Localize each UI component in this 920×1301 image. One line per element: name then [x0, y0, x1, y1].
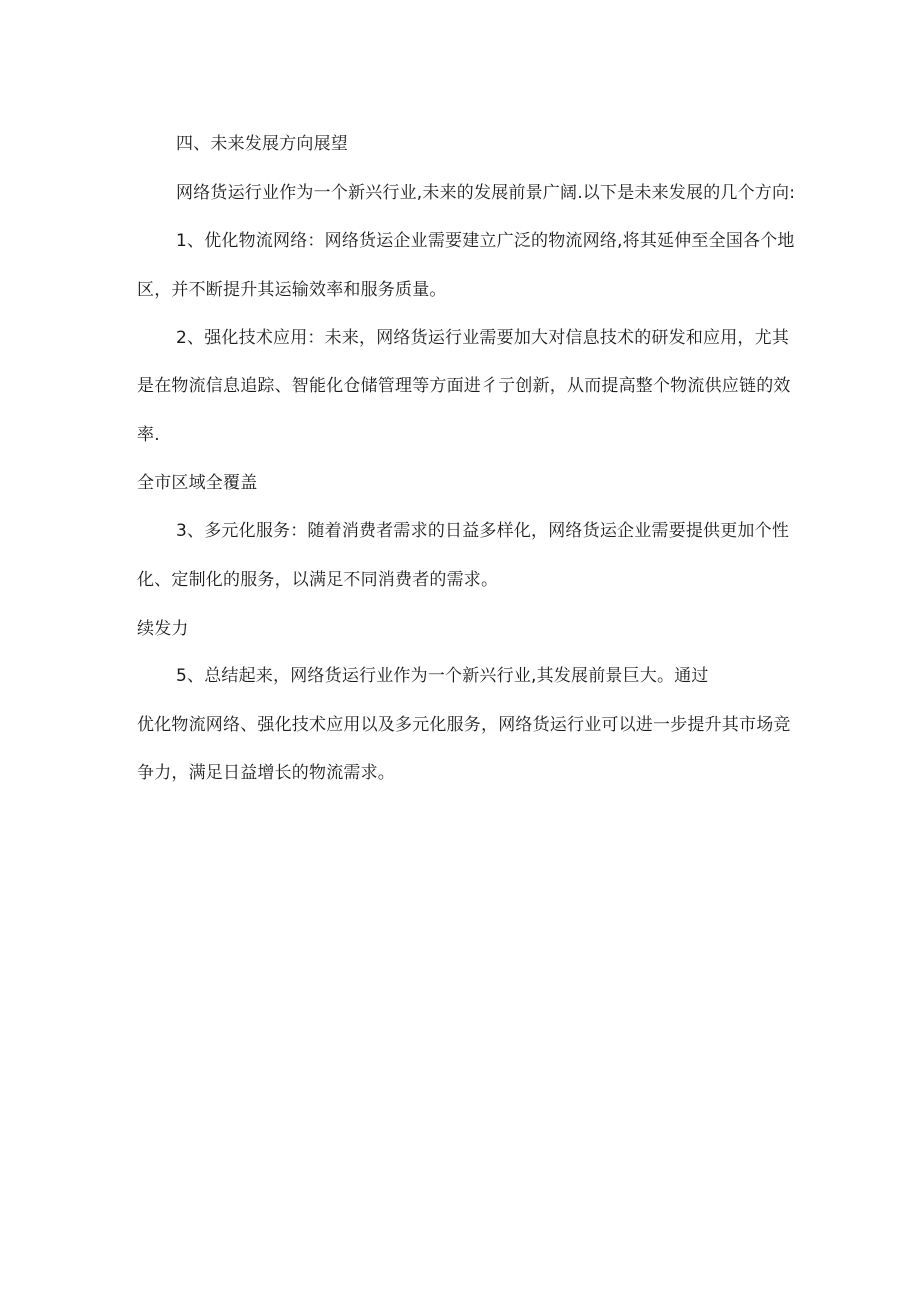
- item-3-line-2: 化、定制化的服务，以满足不同消费者的需求。: [137, 570, 499, 590]
- intro-paragraph: 网络货运行业作为一个新兴行业,未来的发展前景广阔.以下是未来发展的几个方向:: [176, 183, 796, 203]
- item-5-line-2: 优化物流网络、强化技术应用以及多元化服务，网络货运行业可以进一步提升其市场竞: [137, 715, 791, 735]
- item-2-line-1: 2、强化技术应用：未来，网络货运行业需要加大对信息技术的研发和应用，尤其: [176, 328, 790, 348]
- item-2-line-3: 率.: [137, 425, 160, 445]
- item-5-line-1: 5、总结起来，网络货运行业作为一个新兴行业,其发展前景巨大。通过: [176, 666, 709, 686]
- item-3-line-1: 3、多元化服务：随着消费者需求的日益多样化，网络货运企业需要提供更加个性: [176, 521, 790, 541]
- item-2-line-2: 是在物流信息追踪、智能化仓储管理等方面进彳亍创新，从而提高整个物流供应链的效: [137, 376, 791, 396]
- item-1-line-1: 1、优化物流网络：网络货运企业需要建立广泛的物流网络,将其延伸至全国各个地: [176, 231, 795, 251]
- note-line-2: 续发力: [137, 619, 189, 639]
- item-1-line-2: 区，并不断提升其运输效率和服务质量。: [137, 280, 447, 300]
- item-5-line-3: 争力，满足日益增长的物流需求。: [137, 763, 395, 783]
- note-line-1: 全市区域全覆盖: [137, 473, 258, 493]
- section-heading: 四、未来发展方向展望: [176, 134, 348, 154]
